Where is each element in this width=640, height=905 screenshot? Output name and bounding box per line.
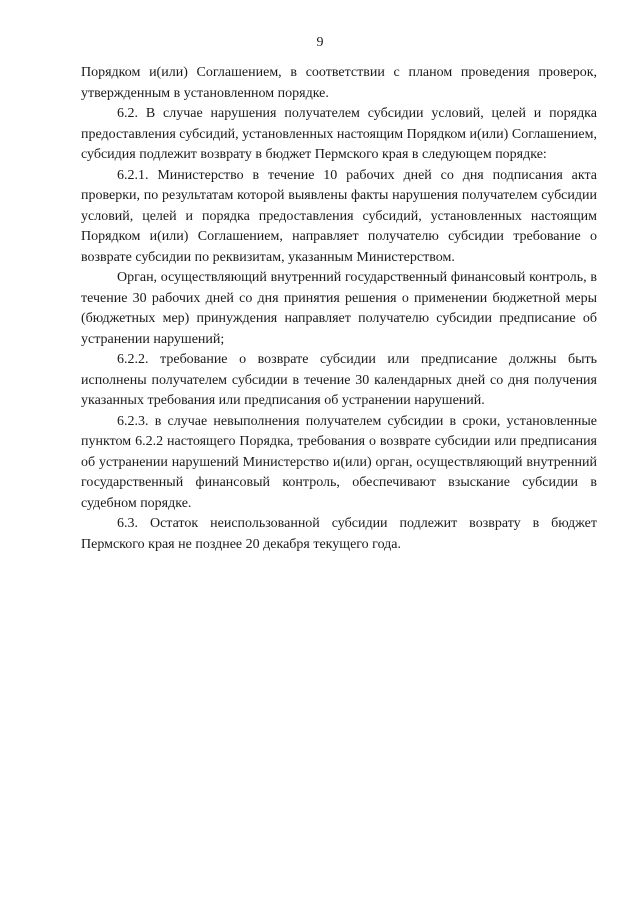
page-number: 9 — [316, 35, 324, 50]
paragraph-6-2: 6.2. В случае нарушения получателем субсидии условий, целей и порядка предоставления субсидий, установленных настоящим Порядком и(или) Соглашением, субсидия подлежит возврату в бюджет Пермского края в следующем порядке: — [81, 106, 597, 162]
paragraph-6-2-2: 6.2.2. требование о возврате субсидии или предписание должны быть исполнены получателем субсидии в течение 30 календарных дней со дня получения указанных требования или предписания об устранении нарушений. — [81, 352, 597, 408]
paragraph-continuation: Порядком и(или) Соглашением, в соответствии с планом проведения проверок, утвержденным в установленном порядке. — [81, 65, 597, 101]
paragraph-6-2-3: 6.2.3. в случае невыполнения получателем субсидии в сроки, установленные пунктом 6.2.2 настоящего Порядка, требования о возврате субсидии или предписания об устранении нарушений Министерство и(или) орган, осуществляющий внутренний государственный финансовый контроль, обеспечивают взыскание субсидии в судебном порядке. — [81, 413, 597, 511]
document-body — [81, 63, 597, 555]
paragraph-control-body: Орган, осуществляющий внутренний государственный финансовый контроль, в течение 30 рабочих дней со дня принятия решения о применении бюджетной меры (бюджетных мер) принуждения направляет получателю субсидии предписание об устранении нарушений; — [81, 270, 597, 347]
paragraph-6-3: 6.3. Остаток неиспользованной субсидии подлежит возврату в бюджет Пермского края не позднее 20 декабря текущего года. — [81, 516, 597, 552]
paragraph-6-2-1: 6.2.1. Министерство в течение 10 рабочих дней со дня подписания акта проверки, по результатам которой выявлены факты нарушения получателем субсидии условий, целей и порядка предоставления субсидий, установленных настоящим Порядком и(или) Соглашением, направляет получателю субсидии требование о возврате субсидии по реквизитам, указанным Министерством. — [81, 167, 597, 265]
